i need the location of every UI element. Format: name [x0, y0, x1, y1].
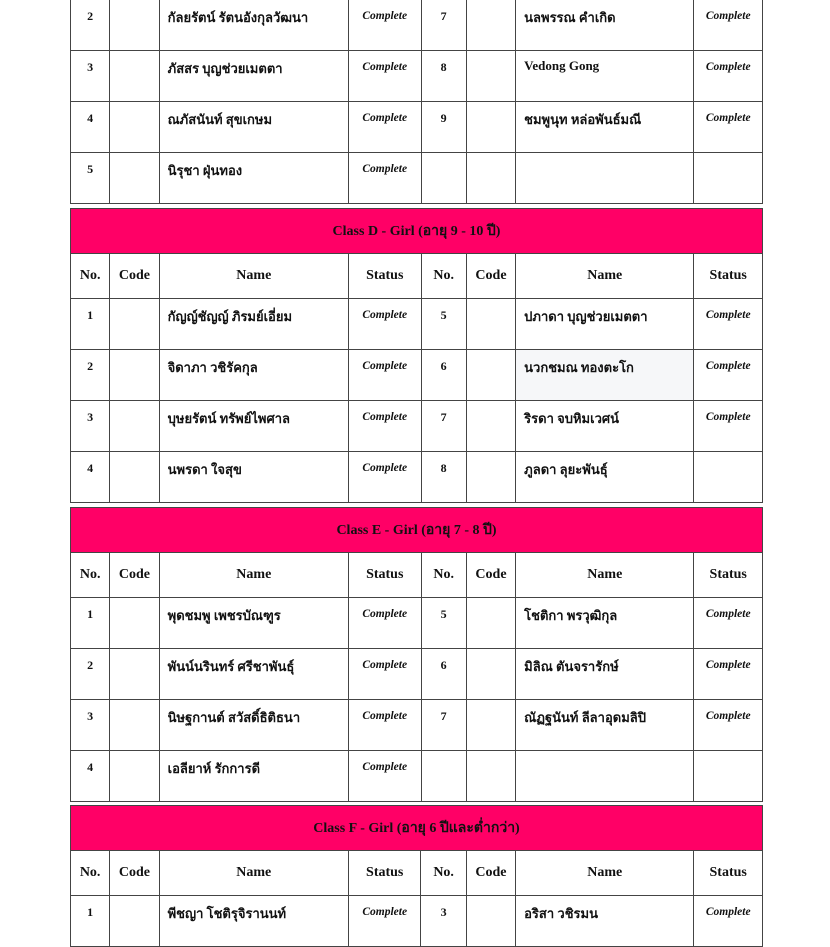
row-number: 4 [71, 102, 110, 153]
row-code [110, 102, 159, 153]
class-e-table [70, 507, 763, 802]
row-code [466, 598, 515, 649]
row-code [466, 153, 515, 204]
class-title: Class E - Girl (อายุ 7 - 8 ปี) [71, 508, 763, 553]
row-status: Complete [348, 153, 421, 204]
row-name: นิรุชา ฝุ่นทอง [159, 153, 348, 204]
row-name: ชมพูนุท หล่อพันธ์มณี [516, 102, 694, 153]
column-header-name: Name [159, 553, 348, 598]
row-code [110, 350, 159, 401]
column-header-no: No. [421, 254, 466, 299]
column-header-code: Code [110, 553, 159, 598]
row-name: นลพรรณ คำเกิด [516, 0, 694, 51]
column-header-no: No. [421, 851, 466, 896]
table-row [71, 751, 763, 802]
column-header-name: Name [159, 254, 348, 299]
row-code [466, 102, 515, 153]
row-number: 4 [71, 452, 110, 503]
row-code [110, 51, 159, 102]
column-header-status: Status [694, 254, 763, 299]
class-title: Class D - Girl (อายุ 9 - 10 ปี) [71, 209, 763, 254]
row-name: นวกชมณ ทองตะโก [516, 350, 694, 401]
table-row [71, 700, 763, 751]
table-row [71, 350, 763, 401]
row-number: 5 [421, 598, 466, 649]
column-header-status: Status [694, 553, 763, 598]
row-status: Complete [694, 401, 763, 452]
row-code [110, 649, 159, 700]
row-number: 3 [421, 896, 466, 947]
row-number: 7 [421, 0, 466, 51]
column-header-name: Name [516, 553, 694, 598]
row-code [466, 452, 515, 503]
row-status: Complete [348, 51, 421, 102]
column-header-no: No. [71, 254, 110, 299]
row-code [110, 452, 159, 503]
row-status: Complete [348, 350, 421, 401]
row-code [110, 153, 159, 204]
row-number: 3 [71, 51, 110, 102]
row-name: กัญญ์ชัญญ์ ภิรมย์เอี่ยม [159, 299, 348, 350]
row-name: ภูลดา ลุยะพันธุ์ [516, 452, 694, 503]
row-name [516, 153, 694, 204]
column-header-name: Name [516, 851, 694, 896]
row-status: Complete [694, 51, 763, 102]
row-status: Complete [694, 700, 763, 751]
table-row [71, 401, 763, 452]
row-name: พีชญา โชติรุจิรานนท์ [159, 896, 348, 947]
column-header-row [71, 553, 763, 598]
row-name: บุษยรัตน์ ทรัพย์ไพศาล [159, 401, 348, 452]
row-number: 7 [421, 401, 466, 452]
row-name: กัลยรัตน์ รัตนอังกุลวัฒนา [159, 0, 348, 51]
row-number: 4 [71, 751, 110, 802]
row-code [466, 700, 515, 751]
row-code [466, 0, 515, 51]
column-header-no: No. [421, 553, 466, 598]
row-code [466, 350, 515, 401]
column-header-no: No. [71, 553, 110, 598]
row-code [110, 896, 159, 947]
row-status: Complete [348, 452, 421, 503]
row-number: 8 [421, 51, 466, 102]
row-name: โชติกา พรวุฒิกุล [516, 598, 694, 649]
row-status: Complete [694, 299, 763, 350]
table-row [71, 299, 763, 350]
column-header-status: Status [348, 254, 421, 299]
column-header-status: Status [694, 851, 763, 896]
row-number: 6 [421, 649, 466, 700]
row-code [466, 896, 515, 947]
row-number: 5 [71, 153, 110, 204]
row-status: Complete [348, 598, 421, 649]
row-number: 9 [421, 102, 466, 153]
column-header-row [71, 851, 763, 896]
row-code [110, 598, 159, 649]
row-name: พุดชมพู เพชรบัณฑูร [159, 598, 348, 649]
column-header-status: Status [348, 851, 421, 896]
table-row [71, 649, 763, 700]
row-number: 1 [71, 299, 110, 350]
table-row [71, 51, 763, 102]
row-status: Complete [694, 350, 763, 401]
row-code [110, 0, 159, 51]
row-number: 5 [421, 299, 466, 350]
table-row [71, 153, 763, 204]
row-number: 6 [421, 350, 466, 401]
row-status: Complete [348, 649, 421, 700]
row-name [516, 751, 694, 802]
row-status [694, 153, 763, 204]
row-code [466, 751, 515, 802]
column-header-code: Code [466, 553, 515, 598]
row-code [466, 649, 515, 700]
row-status: Complete [694, 598, 763, 649]
table-row [71, 598, 763, 649]
class-d-table [70, 208, 763, 503]
row-number: 1 [71, 896, 110, 947]
row-status: Complete [348, 102, 421, 153]
row-name: เอลียาห์ รักการดี [159, 751, 348, 802]
row-number: 3 [71, 401, 110, 452]
row-name: มิลิณ ตันจรารักษ์ [516, 649, 694, 700]
row-status: Complete [348, 0, 421, 51]
row-name: ณภัสนันท์ สุขเกษม [159, 102, 348, 153]
row-number: 2 [71, 350, 110, 401]
row-code [110, 299, 159, 350]
table-row [71, 452, 763, 503]
row-number: 8 [421, 452, 466, 503]
row-name: อริสา วชิรมน [516, 896, 694, 947]
row-number: 1 [71, 598, 110, 649]
row-status: Complete [348, 401, 421, 452]
row-number [421, 153, 466, 204]
row-status: Complete [348, 299, 421, 350]
column-header-name: Name [516, 254, 694, 299]
row-name: นิษฐกานต์ สวัสดิ์ธิติธนา [159, 700, 348, 751]
row-number: 3 [71, 700, 110, 751]
row-status [694, 751, 763, 802]
row-name: พันน์นรินทร์ ศรีชาพันธุ์ [159, 649, 348, 700]
row-code [466, 51, 515, 102]
column-header-code: Code [110, 254, 159, 299]
row-status: Complete [694, 0, 763, 51]
row-code [110, 751, 159, 802]
column-header-name: Name [159, 851, 348, 896]
row-name: ภัสสร บุญช่วยเมตตา [159, 51, 348, 102]
row-status: Complete [694, 102, 763, 153]
row-status [694, 452, 763, 503]
row-number [421, 751, 466, 802]
column-header-code: Code [466, 254, 515, 299]
row-name: ณัฏฐนันท์ ลีลาอุดมลิปิ [516, 700, 694, 751]
class-c-table [70, 0, 763, 204]
row-number: 2 [71, 649, 110, 700]
row-number: 7 [421, 700, 466, 751]
row-name: ปภาดา บุญช่วยเมตตา [516, 299, 694, 350]
row-name: Vedong Gong [516, 51, 694, 102]
column-header-code: Code [466, 851, 515, 896]
class-title: Class F - Girl (อายุ 6 ปีและต่ำกว่า) [71, 806, 763, 851]
row-name: นพรดา ใจสุข [159, 452, 348, 503]
table-row [71, 0, 763, 51]
row-status: Complete [348, 700, 421, 751]
table-row [71, 896, 763, 947]
row-name: ริรดา จบหิมเวศน์ [516, 401, 694, 452]
row-code [110, 700, 159, 751]
row-number: 2 [71, 0, 110, 51]
column-header-no: No. [71, 851, 110, 896]
row-status: Complete [348, 896, 421, 947]
row-status: Complete [694, 649, 763, 700]
column-header-status: Status [348, 553, 421, 598]
row-name: จิดาภา วชิรัคกุล [159, 350, 348, 401]
column-header-row [71, 254, 763, 299]
row-status: Complete [348, 751, 421, 802]
row-code [466, 299, 515, 350]
table-row [71, 102, 763, 153]
row-code [110, 401, 159, 452]
row-status: Complete [694, 896, 763, 947]
row-code [466, 401, 515, 452]
column-header-code: Code [110, 851, 159, 896]
class-f-table [70, 805, 763, 947]
